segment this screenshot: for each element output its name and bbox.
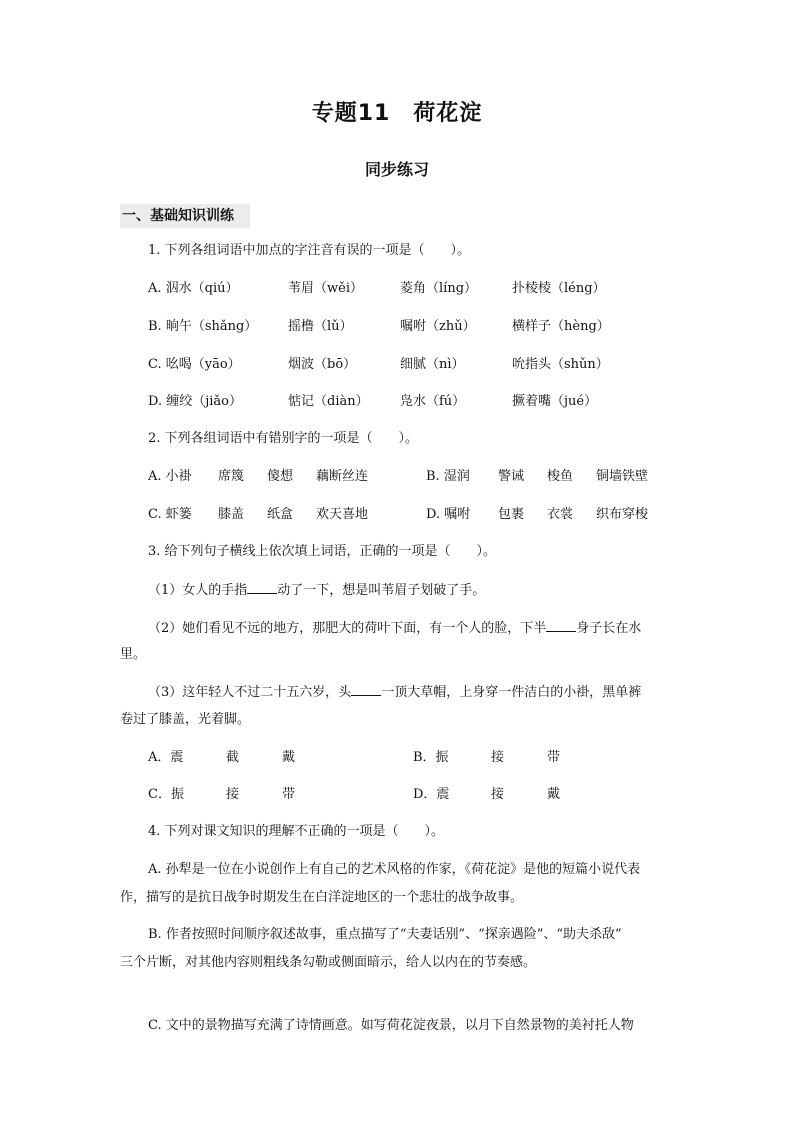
fill-blank <box>546 617 576 632</box>
q1-option-a-word: 菱角（líng） <box>400 281 478 296</box>
q2-option-d: D. 嘱咐 <box>426 507 471 522</box>
q1-option-d-word: 凫水（fú） <box>400 394 466 409</box>
q4-option-a-line2: 作，描写的是抗日战争时期发生在白洋淀地区的一个悲壮的战争故事。 <box>120 890 524 905</box>
q2-option-c-word: 膝盖 <box>218 507 245 522</box>
q2-option-b-word: 铜墙铁壁 <box>596 469 649 484</box>
q4-option-b-line2: 三个片断，对其他内容则粗线条勾勒或侧面暗示，给人以内在的节奏感。 <box>120 955 537 970</box>
q3-option-d-word: 戴 <box>547 787 561 802</box>
sentence-text: 一顶大草帽，上身穿一件洁白的小褂，黑单裤 <box>381 685 642 700</box>
q3-option-b-word: 接 <box>491 750 505 765</box>
question-3-stem: 3. 给下列句子横线上依次填上词语，正确的一项是（ ）。 <box>148 544 497 559</box>
question-4-stem: 4. 下列对课文知识的理解不正确的一项是（ ）。 <box>148 824 445 839</box>
q1-option-b: B. 晌午（shǎng） <box>148 319 258 334</box>
q3-option-d: D．震 <box>413 787 450 802</box>
q3-option-a: A．震 <box>148 750 184 765</box>
q3-option-c-word: 接 <box>226 787 240 802</box>
q2-option-c-word: 欢天喜地 <box>316 507 369 522</box>
q1-option-a: A. 泅水（qiú） <box>148 281 239 296</box>
page-subtitle: 同步练习 <box>364 160 429 179</box>
q1-option-b-word: 摇橹（lǔ） <box>288 319 353 334</box>
q2-option-d-word: 衣裳 <box>547 507 574 522</box>
sentence-text: （3）这年轻人不过二十五六岁，头 <box>148 685 352 700</box>
q3-option-c: C．振 <box>148 787 184 802</box>
q2-option-b-word: 警诫 <box>498 469 525 484</box>
q4-option-a-line1: A. 孙犁是一位在小说创作上有自己的艺术风格的作家，《荷花淀》是他的短篇小说代表 <box>148 862 641 877</box>
q2-option-a: A. 小褂 <box>148 469 192 484</box>
q3-option-c-word: 带 <box>282 787 296 802</box>
section-heading: 一、基础知识训练 <box>120 204 250 228</box>
q2-option-d-word: 包裹 <box>498 507 525 522</box>
q2-option-a-word: 傻想 <box>267 469 294 484</box>
q3-sentence-1 <box>148 579 485 601</box>
q2-option-c: C. 虾篓 <box>148 507 192 522</box>
q3-option-b-word: 带 <box>547 750 561 765</box>
q1-option-d-word: 撅着嘴（jué） <box>512 394 598 409</box>
q2-option-b: B. 湿润 <box>426 469 470 484</box>
q1-option-c-word: 细腻（nì） <box>400 357 465 372</box>
q3-option-b: B．振 <box>413 750 449 765</box>
q1-option-b-word: 嘱咐（zhǔ） <box>400 319 476 334</box>
q1-option-a-word: 苇眉（wěi） <box>288 281 363 296</box>
q3-sentence-3 <box>148 681 641 703</box>
q1-option-d: D. 缠绞（jiǎo） <box>148 394 242 409</box>
q3-option-d-word: 接 <box>491 787 505 802</box>
fill-blank <box>247 579 277 594</box>
q2-option-a-word: 藕断丝连 <box>316 469 369 484</box>
question-2-stem: 2. 下列各组词语中有错别字的一项是（ ）。 <box>148 431 419 446</box>
q2-option-d-word: 织布穿梭 <box>596 507 649 522</box>
q2-option-b-word: 梭鱼 <box>547 469 574 484</box>
fill-blank <box>351 681 381 696</box>
sentence-text: （1）女人的手指 <box>148 583 248 598</box>
q3-option-a-word: 截 <box>226 750 240 765</box>
q2-option-a-word: 席篾 <box>218 469 245 484</box>
q3-sentence-3-cont: 卷过了膝盖，光着脚。 <box>120 712 251 727</box>
q1-option-c-word: 烟波（bō） <box>288 357 357 372</box>
sentence-text: （2）她们看见不远的地方，那肥大的荷叶下面，有一个人的脸，下半 <box>148 621 547 636</box>
q2-option-c-word: 纸盒 <box>267 507 294 522</box>
page-title: 专题11 荷花淀 <box>311 101 483 126</box>
q1-option-d-word: 惦记（diàn） <box>288 394 369 409</box>
q3-sentence-2 <box>148 617 641 639</box>
question-1-stem: 1. 下列各组词语中加点的字注音有误的一项是（ ）。 <box>148 243 471 258</box>
q3-option-a-word: 戴 <box>282 750 296 765</box>
q1-option-b-word: 横样子（hèng） <box>512 319 610 334</box>
sentence-text: 身子长在水 <box>576 621 642 636</box>
q1-option-c: C. 吆喝（yāo） <box>148 357 241 372</box>
q4-option-c-line1: C. 文中的景物描写充满了诗情画意。如写荷花淀夜景，以月下自然景物的美衬托人物 <box>148 1018 634 1033</box>
q1-option-c-word: 吮指头（shǔn） <box>512 357 609 372</box>
sentence-text: 动了一下，想是叫苇眉子划破了手。 <box>277 583 486 598</box>
q4-option-b-line1: B. 作者按照时间顺序叙述故事，重点描写了“夫妻话别”、“探亲遇险”、“助夫杀敌” <box>148 927 622 942</box>
q1-option-a-word: 扑棱棱（léng） <box>512 281 606 296</box>
q3-sentence-2-cont: 里。 <box>120 647 147 662</box>
